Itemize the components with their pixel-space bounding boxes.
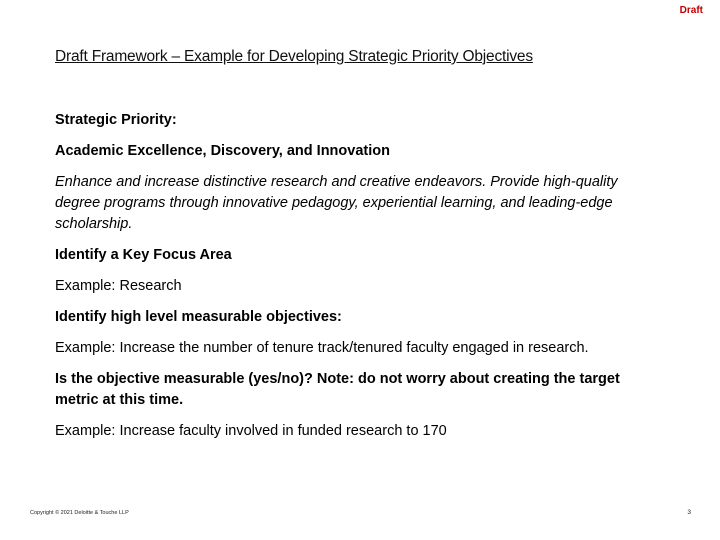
focus-heading: Identify a Key Focus Area (55, 247, 232, 263)
measurable-question: Is the objective measurable (yes/no)? Note: do not worry about creating the target metric at this time. (55, 371, 620, 408)
objectives-heading: Identify high level measurable objectives: (55, 309, 342, 325)
priority-description: Enhance and increase distinctive research and creative endeavors. Provide high-quality degree programs through innovative pedagogy, experiential learning, and leading-edge scholarship. (55, 174, 618, 232)
priority-name: Academic Excellence, Discovery, and Innovation (55, 143, 390, 159)
measurable-example: Example: Increase faculty involved in funded research to 170 (55, 423, 447, 439)
page-number: 3 (687, 509, 691, 516)
focus-example: Example: Research (55, 278, 182, 294)
copyright-notice: Copyright © 2021 Deloitte & Touche LLP (30, 510, 129, 516)
page-title: Draft Framework – Example for Developing Strategic Priority Objectives (55, 48, 533, 65)
objectives-example: Example: Increase the number of tenure track/tenured faculty engaged in research. (55, 340, 589, 356)
priority-label: Strategic Priority: (55, 112, 177, 128)
draft-label: Draft (679, 5, 703, 16)
slide-content (55, 110, 670, 442)
